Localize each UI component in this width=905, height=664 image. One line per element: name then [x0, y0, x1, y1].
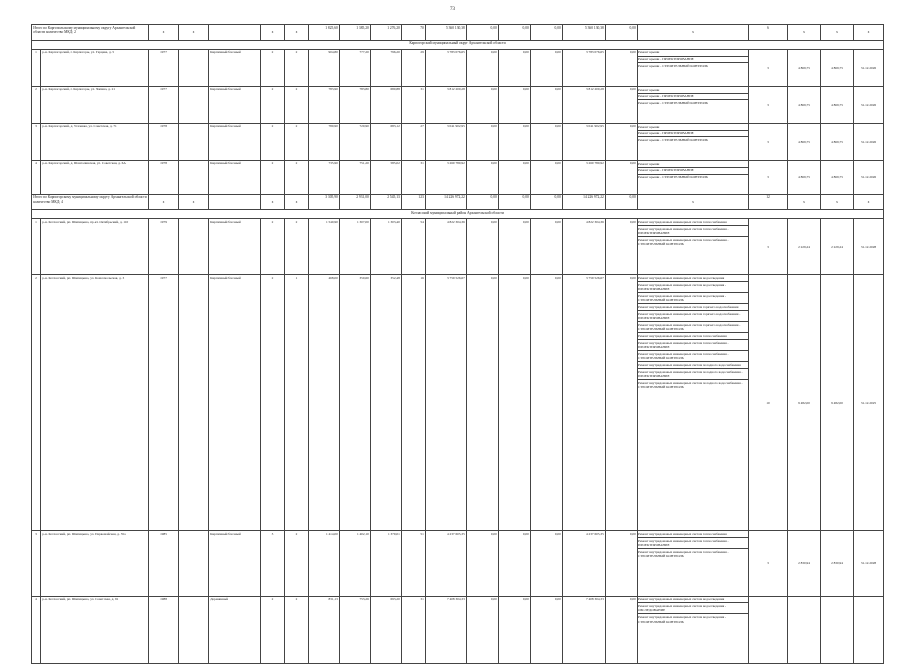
- capital-repair-table: [31, 24, 884, 664]
- section-title: Карпогорский муниципальный округ Архангельской области: [32, 40, 884, 49]
- total-value: x: [854, 194, 884, 210]
- numeric-cell: 4 237 605,35: [563, 531, 606, 596]
- entrances: 2: [285, 219, 309, 275]
- numeric-cell: 1 402,10: [340, 531, 371, 596]
- total-label: Итого по Карпогорскому муниципальному округу Архангельской области количество МКД: 4: [32, 194, 149, 210]
- completion-date: 31.12.2028: [854, 219, 884, 275]
- work-area: 3: [749, 160, 788, 194]
- total-value: x: [854, 25, 884, 41]
- total-value: 5 360 130,38: [563, 25, 606, 41]
- numeric-cell: 831,13: [309, 596, 340, 663]
- works-list: [638, 123, 749, 160]
- work-item: Ремонт внутридомовых инженерных систем холодного водоснабжения - ПРОЕКТИРОВАНИЕ: [638, 369, 748, 380]
- work-item: Ремонт внутридомовых инженерных систем горячего водоснабжения: [638, 304, 748, 311]
- numeric-cell: 3 260 780,92: [426, 160, 467, 194]
- work-item: Ремонт внутридомовых инженерных систем холодного водоснабжения - СТРОИТЕЛЬНЫЙ КОНТРОЛЬ: [638, 381, 743, 390]
- numeric-cell: 0,00: [499, 531, 531, 596]
- numeric-cell: 0,00: [606, 49, 638, 86]
- work-item: Ремонт крыши - СТРОИТЕЛЬНЫЙ КОНТРОЛЬ: [638, 175, 709, 180]
- numeric-cell: 16: [402, 275, 426, 531]
- work-item: Ремонт внутридомовых инженерных систем теплоснабжения - ПРОЕКТИРОВАНИЕ: [638, 226, 748, 237]
- numeric-cell: 0,00: [531, 275, 563, 531]
- completion-date: 31.12.2026: [854, 86, 884, 123]
- work-item: Ремонт крыши: [638, 50, 748, 57]
- completion-date: 31.12.2025: [854, 275, 884, 531]
- numeric-cell: 0,00: [606, 596, 638, 663]
- entrances: 2: [285, 86, 309, 123]
- work-area: 10: [749, 275, 788, 531]
- entrances: 2: [285, 123, 309, 160]
- total-works: x: [638, 194, 749, 210]
- wall-material: Деревянный: [209, 596, 261, 663]
- numeric-cell: 0,00: [499, 49, 531, 86]
- numeric-cell: 0,00: [467, 596, 499, 663]
- numeric-cell: 680,88: [371, 86, 402, 123]
- total-material: [209, 25, 261, 41]
- numeric-cell: 54: [402, 219, 426, 275]
- numeric-cell: 0,00: [531, 531, 563, 596]
- total-area: 12: [749, 194, 788, 210]
- work-item: Ремонт внутридомовых инженерных систем теплоснабжения - ПРОЕКТИРОВАНИЕ: [638, 538, 748, 549]
- numeric-cell: 0,00: [606, 219, 638, 275]
- numeric-cell: 751,20: [340, 160, 371, 194]
- total-floors: x: [261, 25, 285, 41]
- total-works: x: [638, 25, 749, 41]
- numeric-cell: 683,12: [371, 123, 402, 160]
- numeric-cell: 1 307,00: [340, 219, 371, 275]
- numeric-cell: 468,00: [309, 275, 340, 531]
- numeric-cell: 0,00: [499, 275, 531, 531]
- unit-cost: 9 482,00: [788, 275, 821, 531]
- total-value: 1 385,20: [340, 25, 371, 41]
- numeric-cell: 0,00: [531, 49, 563, 86]
- numeric-cell: 0,00: [467, 86, 499, 123]
- work-item: Ремонт крыши - ПРОЕКТИРОВАНИЕ: [638, 131, 748, 138]
- floors: 2: [261, 49, 285, 86]
- house-address: р-н. Карпогорский, г. Карпогоры, ул. Чапина, д. 21: [41, 86, 149, 123]
- work-item: Ремонт крыши: [638, 161, 748, 168]
- total-value: 14 226 972,22: [563, 194, 606, 210]
- year-repair: [179, 531, 209, 596]
- entrances: 1: [285, 275, 309, 531]
- year-repair: [179, 123, 209, 160]
- total-year-repair: x: [179, 194, 209, 210]
- wall-material: Кирпичный/блочный: [209, 160, 261, 194]
- work-item: Ремонт крыши - ПРОЕКТИРОВАНИЕ: [638, 94, 748, 101]
- work-item: Ремонт внутридомовых инженерных систем водоотведения: [638, 275, 748, 282]
- numeric-cell: 3 783 076,65: [563, 49, 606, 86]
- work-item: Ремонт внутридомовых инженерных систем водоотведения: [638, 597, 748, 604]
- numeric-cell: 0,00: [499, 596, 531, 663]
- row-number: 1: [32, 219, 41, 275]
- numeric-cell: 3 759 526,67: [563, 275, 606, 531]
- row-number: 2: [32, 275, 41, 531]
- numeric-cell: 3 041 902,95: [563, 123, 606, 160]
- unit-cost: 4 869,75: [788, 86, 821, 123]
- works-list: [638, 275, 749, 531]
- unit-cost: 4 869,75: [788, 49, 821, 86]
- works-list: [638, 531, 749, 596]
- floors: 2: [261, 160, 285, 194]
- page-number: 73: [450, 7, 455, 12]
- entrances: 2: [285, 49, 309, 86]
- work-area: 3: [749, 531, 788, 596]
- total-value: 1 276,20: [371, 25, 402, 41]
- numeric-cell: 585,02: [371, 160, 402, 194]
- total-value: 0,00: [531, 25, 563, 41]
- numeric-cell: 27: [402, 123, 426, 160]
- total-value: 1 825,60: [309, 25, 340, 41]
- numeric-cell: 720,90: [340, 123, 371, 160]
- house-address: р-н. Котласский, рп. Шипицыно, ул. Первомайская, д. 35а: [41, 531, 149, 596]
- entrances: 2: [285, 531, 309, 596]
- total-value: 0,00: [606, 25, 638, 41]
- numeric-cell: 1 414,00: [309, 531, 340, 596]
- section-title: Котласский муниципальный район Архангельской области: [32, 210, 884, 219]
- total-value: x: [788, 194, 821, 210]
- row-number: 4: [32, 160, 41, 194]
- year-repair: [179, 160, 209, 194]
- section-header: [32, 210, 884, 219]
- total-material: [209, 194, 261, 210]
- numeric-cell: 0,00: [606, 160, 638, 194]
- numeric-cell: 0,00: [531, 123, 563, 160]
- numeric-cell: 796,20: [371, 49, 402, 86]
- numeric-cell: 31: [402, 160, 426, 194]
- numeric-cell: 0,00: [467, 275, 499, 531]
- numeric-cell: 3 260 780,92: [563, 160, 606, 194]
- numeric-cell: 1 540,90: [309, 219, 340, 275]
- wall-material: Кирпичный/блочный: [209, 219, 261, 275]
- completion-date: 31.12.2028: [854, 531, 884, 596]
- numeric-cell: 0,00: [467, 531, 499, 596]
- floors: 2: [261, 596, 285, 663]
- house-address: р-н. Котласский, рп. Шипицыно, ул. Комсомольская, д. 3: [41, 275, 149, 531]
- year-built: 1988: [149, 596, 179, 663]
- house-address: р-н. Котласский, рп. Шипицыно, ул. Советская, д. 91: [41, 596, 149, 663]
- work-item: Ремонт внутридомовых инженерных систем водоотведения - СТРОИТЕЛЬНЫЙ КОНТРОЛЬ: [638, 293, 748, 304]
- total-value: 2 931,00: [340, 194, 371, 210]
- house-row: [32, 86, 884, 123]
- total-value: x: [788, 25, 821, 41]
- work-item: Ремонт внутридомовых инженерных систем горячего водоснабжения - СТРОИТЕЛЬНЫЙ КОНТРОЛЬ: [638, 322, 748, 333]
- wall-material: Кирпичный/блочный: [209, 123, 261, 160]
- work-item: Ремонт внутридомовых инженерных систем водоотведения - ОБСЛЕДОВАНИЕ: [638, 603, 748, 614]
- house-row: [32, 275, 884, 531]
- unit-cost: 4 869,75: [788, 160, 821, 194]
- total-value: 2 545,13: [371, 194, 402, 210]
- numeric-cell: 783,90: [309, 86, 340, 123]
- work-item: Ремонт внутридомовых инженерных систем теплоснабжения: [638, 531, 748, 538]
- total-value: 0,00: [499, 194, 531, 210]
- numeric-cell: 0,00: [499, 219, 531, 275]
- unit-cost: 4 869,75: [788, 123, 821, 160]
- numeric-cell: 3 812 200,28: [426, 86, 467, 123]
- numeric-cell: 0,00: [499, 86, 531, 123]
- wall-material: Кирпичный/блочный: [209, 275, 261, 531]
- works-list: [638, 86, 749, 123]
- work-area: [749, 596, 788, 663]
- numeric-cell: 0,00: [531, 86, 563, 123]
- floors: 2: [261, 123, 285, 160]
- numeric-cell: 0,00: [606, 123, 638, 160]
- total-area: 6: [749, 25, 788, 41]
- numeric-cell: 780,90: [309, 123, 340, 160]
- year-built: 1977: [149, 275, 179, 531]
- max-cost: 4 869,75: [821, 49, 854, 86]
- numeric-cell: 1 303,40: [371, 219, 402, 275]
- entrances: 2: [285, 596, 309, 663]
- row-number: 2: [32, 86, 41, 123]
- total-value: 123: [402, 194, 426, 210]
- numeric-cell: 3 041 902,95: [426, 123, 467, 160]
- total-value: 0,00: [499, 25, 531, 41]
- row-number: 4: [32, 596, 41, 663]
- total-entrances: x: [285, 25, 309, 41]
- year-built: 1977: [149, 49, 179, 86]
- total-value: 0,00: [606, 194, 638, 210]
- numeric-cell: 0,00: [531, 219, 563, 275]
- total-value: 14 226 972,22: [426, 194, 467, 210]
- completion-date: 31.12.2026: [854, 160, 884, 194]
- work-item: Ремонт внутридомовых инженерных систем горячего водоснабжения - ПРОЕКТИРОВАНИЕ: [638, 311, 748, 322]
- year-built: 1978: [149, 123, 179, 160]
- unit-cost: [788, 596, 821, 663]
- numeric-cell: 31: [402, 86, 426, 123]
- numeric-cell: 31: [402, 596, 426, 663]
- house-address: р-н. Котласский, рп. Шипицыно, пр-кт. Октябрьский, д. 110: [41, 219, 149, 275]
- house-address: р-н. Карпогорский, г. Карпогоры, ул. Гарцева, д. 5: [41, 49, 149, 86]
- work-item: Ремонт внутридомовых инженерных систем водоотведения - ПРОЕКТИРОВАНИЕ: [638, 282, 748, 293]
- numeric-cell: 4 822 304,36: [426, 219, 467, 275]
- numeric-cell: 0,00: [531, 596, 563, 663]
- work-item: Ремонт внутридомовых инженерных систем водоотведения - СТРОИТЕЛЬНЫЙ КОНТРОЛЬ: [638, 615, 727, 624]
- completion-date: 31.12.2026: [854, 123, 884, 160]
- total-year-repair: x: [179, 25, 209, 41]
- year-repair: [179, 275, 209, 531]
- floors: 3: [261, 531, 285, 596]
- max-cost: 2 830,94: [821, 531, 854, 596]
- wall-material: Кирпичный/блочный: [209, 86, 261, 123]
- house-row: [32, 49, 884, 86]
- house-row: [32, 531, 884, 596]
- numeric-cell: 777,20: [340, 49, 371, 86]
- section-header: [32, 40, 884, 49]
- max-cost: 4 869,75: [821, 86, 854, 123]
- numeric-cell: 3 759 526,67: [426, 275, 467, 531]
- numeric-cell: 735,90: [309, 160, 340, 194]
- total-row: [32, 194, 884, 210]
- total-label: Итого по Каргопольскому муниципальному округу Архангельской области количество МКД: 2: [32, 25, 149, 41]
- floors: 2: [261, 275, 285, 531]
- total-year: x: [149, 25, 179, 41]
- numeric-cell: 3 812 200,28: [563, 86, 606, 123]
- works-list: [638, 160, 749, 194]
- numeric-cell: 7 408 304,33: [563, 596, 606, 663]
- row-number: 1: [32, 49, 41, 86]
- floors: 2: [261, 219, 285, 275]
- numeric-cell: 3 783 076,65: [426, 49, 467, 86]
- total-entrances: x: [285, 194, 309, 210]
- year-repair: [179, 86, 209, 123]
- numeric-cell: 0,00: [467, 160, 499, 194]
- numeric-cell: 350,60: [340, 275, 371, 531]
- numeric-cell: 904,80: [309, 49, 340, 86]
- works-list: [638, 596, 749, 663]
- work-item: Ремонт внутридомовых инженерных систем теплоснабжения - СТРОИТЕЛЬНЫЙ КОНТРОЛЬ: [638, 237, 729, 247]
- numeric-cell: 0,00: [467, 219, 499, 275]
- numeric-cell: 0,00: [467, 123, 499, 160]
- work-item: Ремонт внутридомовых инженерных систем теплоснабжения: [638, 219, 748, 226]
- numeric-cell: 4 822 304,36: [563, 219, 606, 275]
- numeric-cell: 1 379,01: [371, 531, 402, 596]
- numeric-cell: 0,00: [606, 531, 638, 596]
- max-cost: 2 229,24: [821, 219, 854, 275]
- year-repair: [179, 49, 209, 86]
- house-row: [32, 219, 884, 275]
- total-value: 0,00: [531, 194, 563, 210]
- work-item: Ремонт крыши - ПРОЕКТИРОВАНИЕ: [638, 168, 748, 175]
- floors: 2: [261, 86, 285, 123]
- work-item: Ремонт внутридомовых инженерных систем холодного водоснабжения: [638, 362, 748, 369]
- works-list: [638, 49, 749, 86]
- work-item: Ремонт крыши - СТРОИТЕЛЬНЫЙ КОНТРОЛЬ: [638, 101, 709, 106]
- numeric-cell: 0,00: [606, 86, 638, 123]
- year-repair: [179, 596, 209, 663]
- year-built: 1985: [149, 531, 179, 596]
- wall-material: Кирпичный/блочный: [209, 531, 261, 596]
- total-floors: x: [261, 194, 285, 210]
- work-item: Ремонт крыши - СТРОИТЕЛЬНЫЙ КОНТРОЛЬ: [638, 64, 709, 69]
- work-area: 3: [749, 123, 788, 160]
- row-number: 3: [32, 123, 41, 160]
- work-area: 3: [749, 49, 788, 86]
- year-built: 1979: [149, 219, 179, 275]
- numeric-cell: 0,00: [531, 160, 563, 194]
- max-cost: 4 869,75: [821, 160, 854, 194]
- row-number: 3: [32, 531, 41, 596]
- numeric-cell: 352,48: [371, 275, 402, 531]
- numeric-cell: 0,00: [606, 275, 638, 531]
- house-row: [32, 596, 884, 663]
- total-value: 70: [402, 25, 426, 41]
- numeric-cell: 51: [402, 531, 426, 596]
- numeric-cell: 29: [402, 49, 426, 86]
- work-item: Ремонт крыши: [638, 87, 748, 94]
- max-cost: [821, 596, 854, 663]
- work-item: Ремонт внутридомовых инженерных систем теплоснабжения - ПРОЕКТИРОВАНИЕ: [638, 340, 748, 351]
- work-item: Ремонт крыши: [638, 124, 748, 131]
- numeric-cell: 693,20: [371, 596, 402, 663]
- total-row: [32, 25, 884, 41]
- total-value: x: [821, 194, 854, 210]
- total-value: x: [821, 25, 854, 41]
- numeric-cell: 7 408 304,33: [426, 596, 467, 663]
- numeric-cell: 0,00: [499, 160, 531, 194]
- works-list: [638, 219, 749, 275]
- work-item: Ремонт внутридомовых инженерных систем теплоснабжения - СТРОИТЕЛЬНЫЙ КОНТРОЛЬ: [638, 351, 748, 362]
- year-built: 1978: [149, 160, 179, 194]
- total-value: 5 360 130,38: [426, 25, 467, 41]
- numeric-cell: 0,00: [467, 49, 499, 86]
- work-area: 3: [749, 86, 788, 123]
- house-address: р-н. Карпогорский, д. Шангалинская, ул. Советская, д. 6А: [41, 160, 149, 194]
- max-cost: 9 482,00: [821, 275, 854, 531]
- total-value: 0,00: [467, 194, 499, 210]
- work-item: Ремонт крыши - ПРОЕКТИРОВАНИЕ: [638, 57, 748, 64]
- work-item: Ремонт внутридомовых инженерных систем теплоснабжения - СТРОИТЕЛЬНЫЙ КОНТРОЛЬ: [638, 550, 729, 559]
- work-item: Ремонт крыши - СТРОИТЕЛЬНЫЙ КОНТРОЛЬ: [638, 138, 709, 143]
- work-area: 3: [749, 219, 788, 275]
- house-row: [32, 123, 884, 160]
- total-value: 3 305,90: [309, 194, 340, 210]
- entrances: 2: [285, 160, 309, 194]
- wall-material: Кирпичный/блочный: [209, 49, 261, 86]
- completion-date: 31.12.2026: [854, 49, 884, 86]
- house-address: р-н. Карпогорский, д. Усачевка, ул. Советская, д. 71: [41, 123, 149, 160]
- house-row: [32, 160, 884, 194]
- unit-cost: 2 830,94: [788, 531, 821, 596]
- year-built: 1977: [149, 86, 179, 123]
- total-year: x: [149, 194, 179, 210]
- numeric-cell: 0,00: [499, 123, 531, 160]
- completion-date: [854, 596, 884, 663]
- max-cost: 4 869,75: [821, 123, 854, 160]
- numeric-cell: 783,80: [340, 86, 371, 123]
- total-value: 0,00: [467, 25, 499, 41]
- numeric-cell: 4 237 605,35: [426, 531, 467, 596]
- year-repair: [179, 219, 209, 275]
- unit-cost: 2 229,24: [788, 219, 821, 275]
- numeric-cell: 753,26: [340, 596, 371, 663]
- work-item: Ремонт внутридомовых инженерных систем теплоснабжения: [638, 333, 748, 340]
